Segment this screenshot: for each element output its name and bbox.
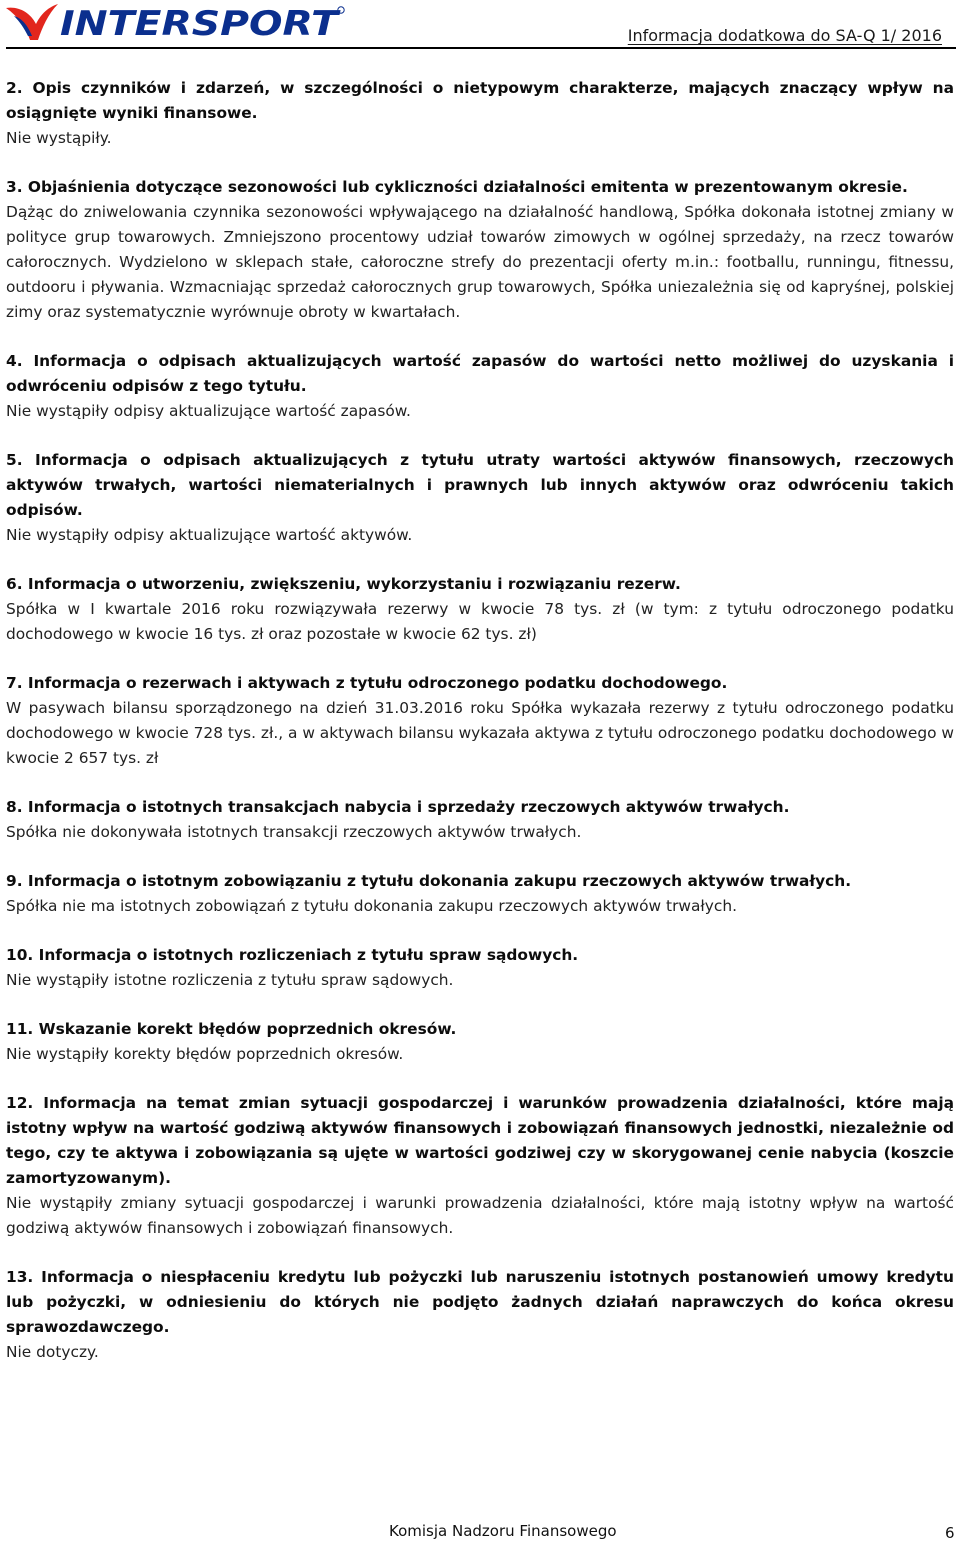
swoosh-icon	[6, 4, 58, 40]
section-heading: 8. Informacja o istotnych transakcjach nabycia i sprzedaży rzeczowych aktywów trwałych.	[6, 798, 790, 816]
section-text: Nie wystąpiły istotne rozliczenia z tytułu spraw sądowych.	[6, 971, 454, 989]
section-3	[6, 175, 954, 325]
section-text: Nie wystąpiły odpisy aktualizujące wartość zapasów.	[6, 402, 411, 420]
section-13	[6, 1265, 954, 1365]
section-text: Nie wystąpiły korekty błędów poprzednich okresów.	[6, 1045, 404, 1063]
section-heading: 2. Opis czynników i zdarzeń, w szczególności o nietypowym charakterze, mających znaczący wpływ na osiągnięte wyniki finansowe.	[6, 79, 954, 122]
document-title: Informacja dodatkowa do SA-Q 1/ 2016	[627, 26, 942, 45]
section-heading: 12. Informacja na temat zmian sytuacji gospodarczej i warunków prowadzenia działalności, które mają istotny wpływ na wartość godziwą aktywów finansowych i zobowiązań finansowych jednostki, niezależnie od tego, czy te aktywa i zobowiązania są ujęte w wartości godziwej czy w skorygowanej cenie nabycia (koszcie zamortyzowanym).	[6, 1094, 954, 1187]
section-12	[6, 1091, 954, 1241]
section-text: Spółka nie ma istotnych zobowiązań z tytułu dokonania zakupu rzeczowych aktywów trwałych.	[6, 897, 738, 915]
section-heading: 6. Informacja o utworzeniu, zwiększeniu, wykorzystaniu i rozwiązaniu rezerw.	[6, 575, 681, 593]
page-footer	[0, 1520, 960, 1542]
section-text: Spółka nie dokonywała istotnych transakcji rzeczowych aktywów trwałych.	[6, 823, 582, 841]
section-text: Nie wystąpiły zmiany sytuacji gospodarczej i warunki prowadzenia działalności, które mają istotny wpływ na wartość godziwą aktywów finansowych i zobowiązań finansowych.	[6, 1194, 954, 1237]
logo-wordmark: INTERSPORT	[60, 4, 342, 42]
section-text: Nie wystąpiły.	[6, 129, 112, 147]
section-text: Nie wystąpiły odpisy aktualizujące wartość aktywów.	[6, 526, 413, 544]
page-number: 6	[945, 1524, 955, 1542]
section-heading: 13. Informacja o niespłaceniu kredytu lub pożyczki lub naruszeniu istotnych postanowień umowy kredytu lub pożyczki, w odniesieniu do których nie podjęto żadnych działań naprawczych do końca okresu sprawozdawczego.	[6, 1268, 954, 1336]
intersport-logo	[4, 2, 346, 42]
section-heading: 7. Informacja o rezerwach i aktywach z tytułu odroczonego podatku dochodowego.	[6, 674, 728, 692]
section-text: W pasywach bilansu sporządzonego na dzień 31.03.2016 roku Spółka wykazała rezerwy z tytułu odroczonego podatku dochodowego w kwocie 728 tys. zł., a w aktywach bilansu wykazała aktywa z tytułu odroczonego podatku dochodowego w kwocie 2 657 tys. zł	[6, 699, 954, 767]
section-6	[6, 572, 954, 647]
section-heading: 4. Informacja o odpisach aktualizujących wartość zapasów do wartości netto możliwej do uzyskania i odwróceniu odpisów z tego tytułu.	[6, 352, 954, 395]
section-10	[6, 943, 954, 993]
page-header	[0, 0, 960, 50]
section-heading: 10. Informacja o istotnych rozliczeniach z tytułu spraw sądowych.	[6, 946, 579, 964]
section-heading: 11. Wskazanie korekt błędów poprzednich okresów.	[6, 1020, 457, 1038]
header-divider	[6, 47, 956, 49]
document-body	[6, 76, 954, 1389]
section-11	[6, 1017, 954, 1067]
section-8	[6, 795, 954, 845]
section-4	[6, 349, 954, 424]
section-9	[6, 869, 954, 919]
section-heading: 5. Informacja o odpisach aktualizujących z tytułu utraty wartości aktywów finansowych, rzeczowych aktywów trwałych, wartości niematerialnych i prawnych lub innych aktywów oraz odwróceniu takich odpisów.	[6, 451, 954, 519]
section-7	[6, 671, 954, 771]
section-2	[6, 76, 954, 151]
section-text: Nie dotyczy.	[6, 1343, 99, 1361]
section-text: Spółka w I kwartale 2016 roku rozwiązywała rezerwy w kwocie 78 tys. zł (w tym: z tytułu odroczonego podatku dochodowego w kwocie 16 tys. zł oraz pozostałe w kwocie 62 tys. zł)	[6, 600, 954, 643]
section-heading: 9. Informacja o istotnym zobowiązaniu z tytułu dokonania zakupu rzeczowych aktywów trwałych.	[6, 872, 852, 890]
section-5	[6, 448, 954, 548]
section-text: Dążąc do zniwelowania czynnika sezonowości wpływającego na działalność handlową, Spółka dokonała istotnej zmiany w polityce grup towarowych. Zmniejszono procentowy udział towarów zimowych w ogólnej sprzedaży, na rzecz towarów całorocznych. Wydzielono w sklepach stałe, całoroczne strefy do prezentacji oferty m.in.: footballu, runningu, fitnessu, outdooru i pływania. Wzmacniając sprzedaż całorocznych grup towarowych, Spółka uniezależnia się od kapryśnej, polskiej zimy oraz systematycznie wyrównuje obroty w kwartałach.	[6, 203, 954, 321]
footer-publisher: Komisja Nadzoru Finansowego	[389, 1522, 617, 1540]
section-heading: 3. Objaśnienia dotyczące sezonowości lub cykliczności działalności emitenta w prezentowanym okresie.	[6, 178, 908, 196]
